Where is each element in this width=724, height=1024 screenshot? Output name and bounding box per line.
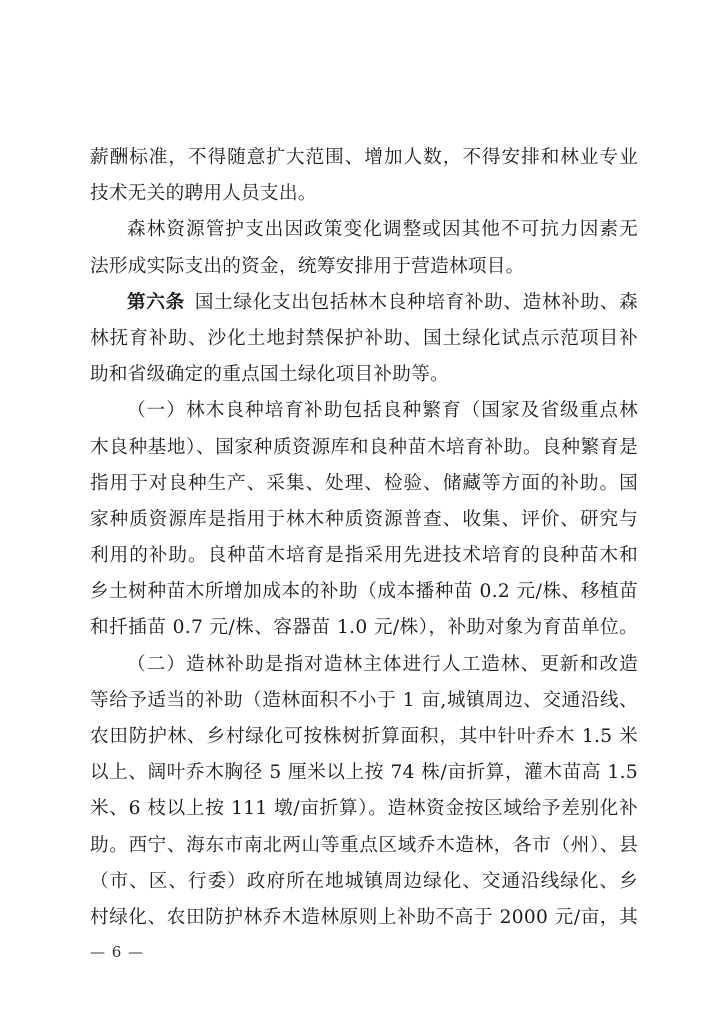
article-line: [90, 285, 638, 321]
text-line: 等给予适当的补助（造林面积不小于 1 亩,城镇周边、交通沿线、: [90, 689, 638, 711]
text-line: 利用的补助。良种苗木培育是指采用先进技术培育的良种苗木和: [90, 545, 638, 567]
text-line: 指用于对良种生产、采集、处理、检验、储藏等方面的补助。国: [90, 472, 638, 494]
document-body: [90, 140, 638, 936]
text-line: （二）造林补助是指对造林主体进行人工造林、更新和改造: [127, 653, 638, 675]
text-line: 家种质资源库是指用于林木种质资源普查、收集、评价、研究与: [90, 508, 638, 530]
article-text: 国土绿化支出包括林木良种培育补助、造林补助、森: [194, 291, 638, 313]
text-line: 森林资源管护支出因政策变化调整或因其他不可抗力因素无: [127, 219, 638, 241]
text-line: 助。西宁、海东市南北两山等重点区域乔木造林，各市（州）、县: [90, 834, 638, 856]
text-line: 农田防护林、乡村绿化可按株树折算面积，其中针叶乔木 1.5 米: [90, 726, 638, 747]
text-line: 以上、阔叶乔木胸径 5 厘米以上按 74 株/亩折算，灌木苗高 1.5: [90, 762, 638, 784]
text-line: （市、区、行委）政府所在地城镇周边绿化、交通沿线绿化、乡: [90, 870, 638, 892]
page-number: — 6 —: [90, 943, 145, 961]
text-line: 米、6 枝以上按 111 墩/亩折算）。造林资金按区域给予差别化补: [90, 798, 638, 820]
text-line: （一）林木良种培育补助包括良种繁育（国家及省级重点林: [127, 400, 638, 422]
text-line: 助和省级确定的重点国土绿化项目补助等。: [90, 364, 449, 386]
text-line: 木良种基地）、国家种质资源库和良种苗木培育补助。良种繁育是: [90, 436, 638, 458]
text-line: 和扦插苗 0.7 元/株、容器苗 1.0 元/株），补助对象为育苗单位。: [90, 617, 638, 639]
article-heading: 第六条: [127, 291, 185, 313]
text-line: 技术无关的聘用人员支出。: [90, 183, 317, 205]
text-line: 薪酬标准，不得随意扩大范围、增加人数，不得安排和林业专业: [90, 147, 638, 168]
text-line: 林抚育补助、沙化土地封禁保护补助、国土绿化试点示范项目补: [90, 327, 638, 349]
text-line: 村绿化、农田防护林乔木造林原则上补助不高于 2000 元/亩，其: [90, 906, 638, 928]
text-line: 法形成实际支出的资金，统筹安排用于营造林项目。: [90, 255, 525, 277]
text-line: 乡土树种苗木所增加成本的补助（成本播种苗 0.2 元/株、移植苗: [90, 581, 638, 603]
